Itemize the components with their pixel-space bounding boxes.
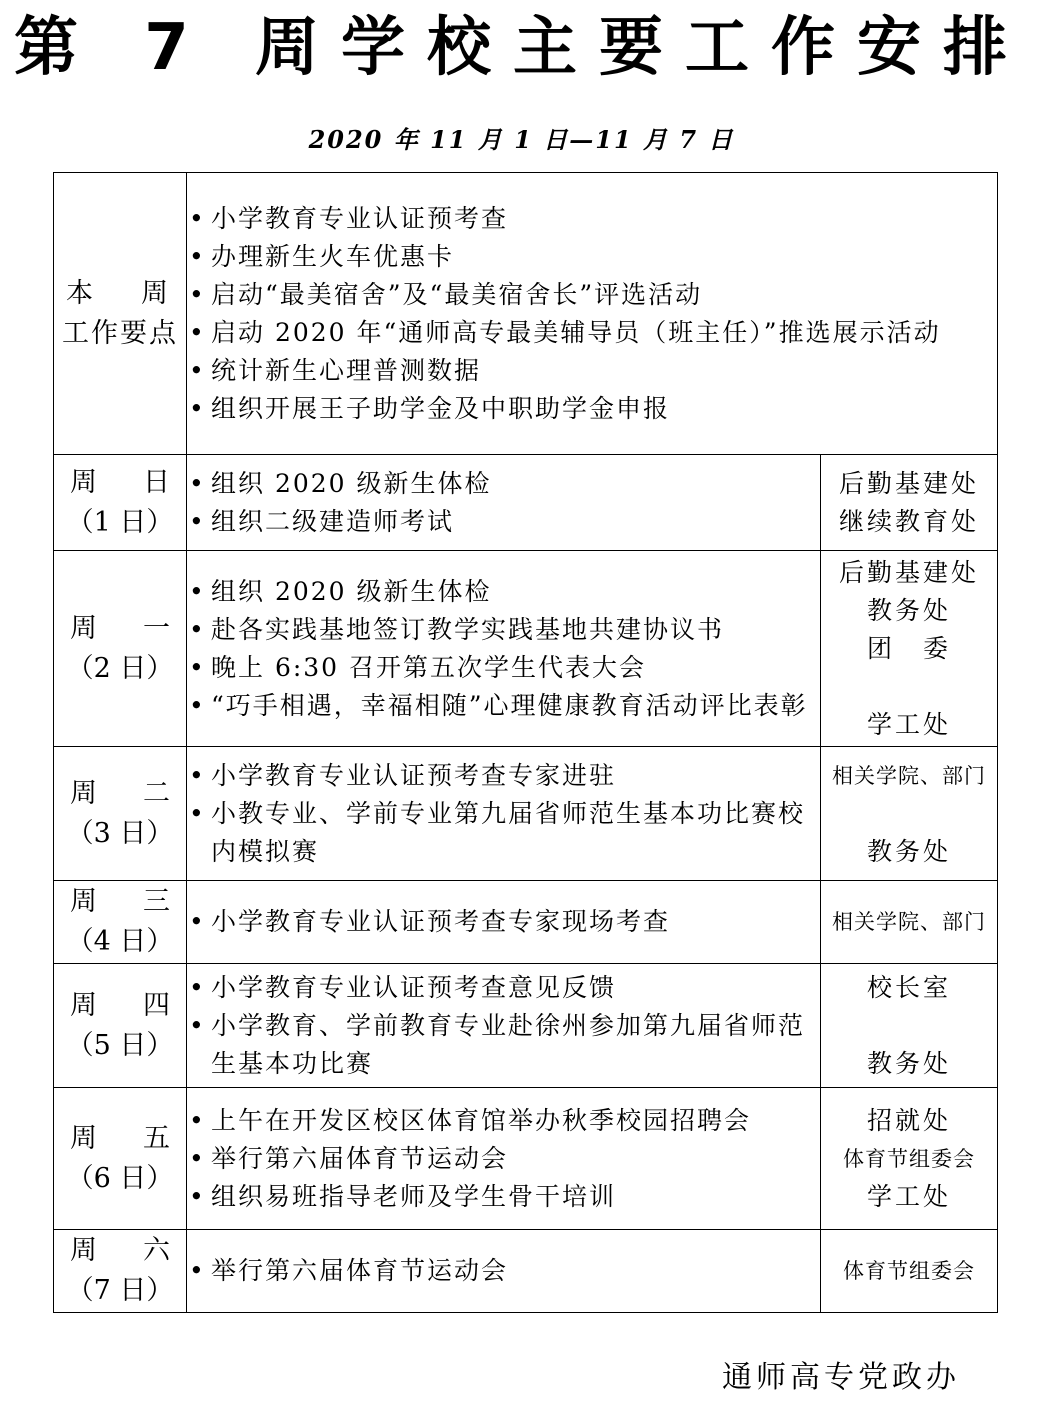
dept-name: 相关学院、部门 <box>832 910 986 934</box>
day-items <box>187 1230 821 1313</box>
schedule-table <box>53 172 998 1313</box>
week-label-char-b: 周 <box>141 277 170 309</box>
day-prefix: 周 <box>70 886 97 917</box>
day-date: （5 日） <box>66 1029 174 1061</box>
dept-name: 学工处 <box>866 709 951 739</box>
day-date: （3 日） <box>66 817 174 849</box>
page-title: 第 7 周学校主要工作安排 <box>13 11 1030 85</box>
day-prefix: 周 <box>70 466 97 498</box>
day-char: 三 <box>143 886 170 917</box>
list-item: • 赴各实践基地签订教学实践基地共建协议书 <box>187 611 820 649</box>
day-date: （2 日） <box>66 652 174 684</box>
day-char: 日 <box>143 466 170 498</box>
day-char: 一 <box>143 612 170 644</box>
dept-name: 团 委 <box>866 633 951 663</box>
day-label <box>54 551 187 747</box>
day-depts <box>821 1230 998 1313</box>
day-char: 六 <box>143 1235 170 1266</box>
table-row <box>54 747 998 881</box>
day-prefix: 周 <box>70 989 97 1021</box>
day-label <box>54 1088 187 1230</box>
day-label <box>54 747 187 881</box>
dept-name: 体育节组委会 <box>843 1259 975 1283</box>
dept-name: 学工处 <box>866 1181 951 1211</box>
date-range: 2020 年 11 月 1 日—11 月 7 日 <box>308 125 735 154</box>
list-item: • 小学教育专业认证预考查 <box>187 200 997 238</box>
dept-spacer <box>821 795 997 833</box>
list-item: • 组织开展王子助学金及中职助学金申报 <box>187 390 997 428</box>
day-char: 二 <box>143 777 170 809</box>
day-char: 五 <box>143 1122 170 1154</box>
day-label <box>54 455 187 551</box>
day-prefix: 周 <box>70 1235 97 1266</box>
day-depts <box>821 747 998 881</box>
table-row <box>54 551 998 747</box>
list-item: • 小学教育专业认证预考查意见反馈 <box>187 969 820 1007</box>
week-summary-row <box>54 173 998 455</box>
dept-spacer <box>821 668 997 706</box>
day-prefix: 周 <box>70 1122 97 1154</box>
table-row <box>54 455 998 551</box>
list-item: • 上午在开发区校区体育馆举办秋季校园招聘会 <box>187 1102 820 1140</box>
table-row <box>54 881 998 964</box>
day-char: 四 <box>143 989 170 1021</box>
day-date: （4 日） <box>66 926 174 957</box>
day-depts <box>821 455 998 551</box>
dept-name: 招就处 <box>866 1105 951 1135</box>
day-items <box>187 551 821 747</box>
list-item: • “巧手相遇，幸福相随”心理健康教育活动评比表彰 <box>187 687 820 725</box>
day-items <box>187 1088 821 1230</box>
list-item: • 举行第六届体育节运动会 <box>187 1140 820 1178</box>
dept-name: 继续教育处 <box>838 506 979 536</box>
list-item: • 组织易班指导老师及学生骨干培训 <box>187 1178 820 1216</box>
dept-name: 校长室 <box>866 972 951 1002</box>
day-prefix: 周 <box>70 612 97 644</box>
week-summary-items <box>187 173 998 455</box>
dept-name: 相关学院、部门 <box>832 763 986 788</box>
week-summary-label <box>54 173 187 455</box>
list-item: • 组织 2020 级新生体检 <box>187 465 820 503</box>
list-item: • 小教专业、学前专业第九届省师范生基本功比赛校内模拟赛 <box>187 795 820 871</box>
day-date: （1 日） <box>66 506 174 538</box>
list-item: • 小学教育专业认证预考查专家进驻 <box>187 757 820 795</box>
dept-name: 体育节组委会 <box>843 1146 975 1171</box>
list-item: • 办理新生火车优惠卡 <box>187 238 997 276</box>
day-items <box>187 964 821 1088</box>
table-row <box>54 964 998 1088</box>
list-item: • 启动“最美宿舍”及“最美宿舍长”评选活动 <box>187 276 997 314</box>
dept-name: 后勤基建处 <box>838 557 979 587</box>
day-prefix: 周 <box>70 777 97 809</box>
list-item: • 小学教育、学前教育专业赴徐州参加第九届省师范生基本功比赛 <box>187 1007 820 1083</box>
week-label-line2: 工作要点 <box>62 317 178 349</box>
table-row <box>54 1088 998 1230</box>
table-row <box>54 1230 998 1313</box>
day-items <box>187 747 821 881</box>
list-item: • 晚上 6:30 召开第五次学生代表大会 <box>187 649 820 687</box>
week-label-char-a: 本 <box>66 277 95 309</box>
dept-name: 教务处 <box>866 595 951 625</box>
issuer-signature: 通师高专党政办 <box>722 1360 960 1395</box>
list-item: • 小学教育专业认证预考查专家现场考查 <box>187 903 820 941</box>
day-depts <box>821 964 998 1088</box>
list-item: • 举行第六届体育节运动会 <box>187 1252 820 1290</box>
day-date: （6 日） <box>66 1162 174 1194</box>
dept-name: 教务处 <box>866 836 951 866</box>
list-item: • 组织 2020 级新生体检 <box>187 573 820 611</box>
day-items <box>187 881 821 964</box>
dept-name: 后勤基建处 <box>838 468 979 498</box>
dept-spacer <box>821 1007 997 1045</box>
day-depts <box>821 1088 998 1230</box>
day-label <box>54 964 187 1088</box>
day-label <box>54 1230 187 1313</box>
list-item: • 启动 2020 年“通师高专最美辅导员（班主任）”推选展示活动 <box>187 314 997 352</box>
day-depts <box>821 551 998 747</box>
day-items <box>187 455 821 551</box>
day-depts <box>821 881 998 964</box>
day-label <box>54 881 187 964</box>
dept-name: 教务处 <box>866 1048 951 1078</box>
list-item: • 统计新生心理普测数据 <box>187 352 997 390</box>
list-item: • 组织二级建造师考试 <box>187 503 820 541</box>
day-date: （7 日） <box>66 1275 174 1306</box>
